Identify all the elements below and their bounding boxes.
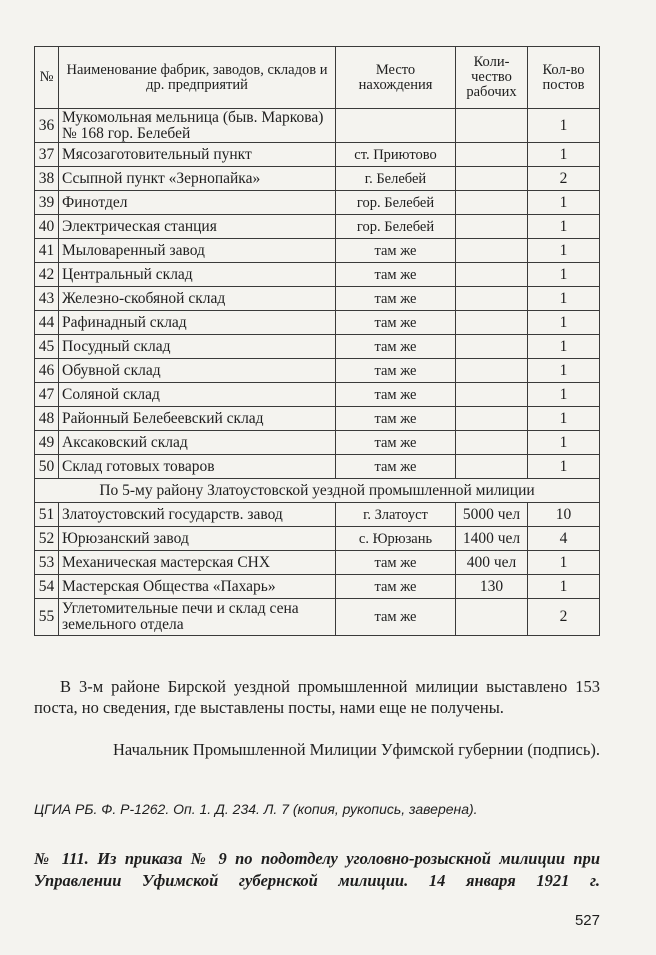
table-row — [35, 263, 600, 287]
row-name: Районный Белебеевский склад — [59, 407, 336, 431]
row-location: с. Юрюзань — [336, 527, 456, 551]
table-row — [35, 143, 600, 167]
row-number: 44 — [35, 311, 59, 335]
row-location: там же — [336, 407, 456, 431]
row-location: г. Белебей — [336, 167, 456, 191]
table-body-b — [35, 503, 600, 636]
row-number: 46 — [35, 359, 59, 383]
row-name: Центральный склад — [59, 263, 336, 287]
table-body-a — [35, 109, 600, 479]
row-workers — [456, 263, 528, 287]
row-name: Мукомольная мельница (быв. Маркова) № 168 гор. Белебей — [59, 109, 336, 143]
row-name: Соляной склад — [59, 383, 336, 407]
table-row — [35, 575, 600, 599]
row-posts: 2 — [528, 599, 600, 636]
header-name: Наименование фабрик, заводов, складов и др. предприятий — [59, 47, 336, 109]
row-workers: 400 чел — [456, 551, 528, 575]
row-location: там же — [336, 551, 456, 575]
row-location: там же — [336, 455, 456, 479]
row-workers — [456, 191, 528, 215]
row-location: там же — [336, 383, 456, 407]
table-row — [35, 191, 600, 215]
row-posts: 1 — [528, 431, 600, 455]
row-location: гор. Белебей — [336, 215, 456, 239]
row-name: Ссыпной пункт «Зернопайка» — [59, 167, 336, 191]
row-posts: 1 — [528, 455, 600, 479]
row-posts: 1 — [528, 287, 600, 311]
row-number: 54 — [35, 575, 59, 599]
row-name: Аксаковский склад — [59, 431, 336, 455]
row-workers — [456, 167, 528, 191]
row-number: 49 — [35, 431, 59, 455]
row-location: там же — [336, 239, 456, 263]
row-number: 48 — [35, 407, 59, 431]
table-row — [35, 551, 600, 575]
row-workers — [456, 431, 528, 455]
row-name: Механическая мастерская СНХ — [59, 551, 336, 575]
row-posts: 1 — [528, 359, 600, 383]
table-row — [35, 109, 600, 143]
row-posts: 1 — [528, 311, 600, 335]
table-row — [35, 599, 600, 636]
table-row — [35, 455, 600, 479]
row-workers — [456, 143, 528, 167]
table-row — [35, 359, 600, 383]
row-workers — [456, 311, 528, 335]
row-name: Склад готовых товаров — [59, 455, 336, 479]
table-row — [35, 407, 600, 431]
header-num: № — [35, 47, 59, 109]
row-workers — [456, 383, 528, 407]
row-name: Мыловаренный завод — [59, 239, 336, 263]
row-name: Железно-скобяной склад — [59, 287, 336, 311]
row-workers: 5000 чел — [456, 503, 528, 527]
row-posts: 1 — [528, 143, 600, 167]
table-row — [35, 311, 600, 335]
row-location: там же — [336, 599, 456, 636]
row-number: 43 — [35, 287, 59, 311]
row-workers: 1400 чел — [456, 527, 528, 551]
row-workers — [456, 455, 528, 479]
row-workers — [456, 215, 528, 239]
row-workers — [456, 599, 528, 636]
archive-reference: ЦГИА РБ. Ф. Р-1262. Оп. 1. Д. 234. Л. 7 (копия, рукопись, заверена). — [34, 801, 478, 817]
section-row — [35, 479, 600, 503]
row-number: 47 — [35, 383, 59, 407]
row-posts: 1 — [528, 239, 600, 263]
row-number: 52 — [35, 527, 59, 551]
row-workers — [456, 407, 528, 431]
document-heading: № 111. Из приказа № 9 по подотделу уголовно-розыскной милиции при Управлении Уфимской губернской милиции. 14 января 1921 г. — [34, 849, 600, 890]
row-location: г. Златоуст — [336, 503, 456, 527]
row-workers: 130 — [456, 575, 528, 599]
table-row — [35, 431, 600, 455]
row-number: 55 — [35, 599, 59, 636]
row-name: Мясозаготовительный пункт — [59, 143, 336, 167]
row-number: 37 — [35, 143, 59, 167]
row-name: Обувной склад — [59, 359, 336, 383]
table-row — [35, 215, 600, 239]
row-posts: 1 — [528, 575, 600, 599]
row-name: Посудный склад — [59, 335, 336, 359]
row-location: там же — [336, 311, 456, 335]
table-row — [35, 335, 600, 359]
row-name: Финотдел — [59, 191, 336, 215]
page-number: 527 — [574, 912, 600, 929]
row-number: 36 — [35, 109, 59, 143]
row-number: 50 — [35, 455, 59, 479]
paragraph-signature: Начальник Промышленной Милиции Уфимской губернии (подпись). — [113, 740, 600, 759]
row-location: там же — [336, 287, 456, 311]
row-posts: 1 — [528, 191, 600, 215]
row-name: Углетомительные печи и склад сена земельного отдела — [59, 599, 336, 636]
row-workers — [456, 359, 528, 383]
row-posts: 1 — [528, 109, 600, 143]
row-location: там же — [336, 359, 456, 383]
row-workers — [456, 335, 528, 359]
row-name: Юрюзанский завод — [59, 527, 336, 551]
row-posts: 1 — [528, 215, 600, 239]
row-posts: 1 — [528, 407, 600, 431]
row-posts: 1 — [528, 335, 600, 359]
table-row — [35, 527, 600, 551]
row-posts: 1 — [528, 263, 600, 287]
row-location: там же — [336, 575, 456, 599]
enterprises-table — [34, 46, 600, 636]
row-location: там же — [336, 263, 456, 287]
header-location: Место нахождения — [336, 47, 456, 109]
row-number: 40 — [35, 215, 59, 239]
table-section — [35, 479, 600, 503]
row-location: гор. Белебей — [336, 191, 456, 215]
row-number: 42 — [35, 263, 59, 287]
row-name: Златоустовский государств. завод — [59, 503, 336, 527]
table-row — [35, 167, 600, 191]
row-posts: 10 — [528, 503, 600, 527]
row-posts: 1 — [528, 551, 600, 575]
table-row — [35, 383, 600, 407]
row-workers — [456, 287, 528, 311]
header-posts: Кол-во постов — [528, 47, 600, 109]
row-number: 53 — [35, 551, 59, 575]
row-number: 51 — [35, 503, 59, 527]
row-workers — [456, 109, 528, 143]
row-location — [336, 109, 456, 143]
row-number: 38 — [35, 167, 59, 191]
row-workers — [456, 239, 528, 263]
row-name: Мастерская Общества «Пахарь» — [59, 575, 336, 599]
table-row — [35, 503, 600, 527]
header-workers: Коли-чество рабочих — [456, 47, 528, 109]
section-title: По 5-му району Златоустовской уездной промышленной милиции — [35, 479, 600, 503]
row-number: 45 — [35, 335, 59, 359]
row-posts: 1 — [528, 383, 600, 407]
row-location: там же — [336, 431, 456, 455]
row-number: 41 — [35, 239, 59, 263]
row-location: ст. Приютово — [336, 143, 456, 167]
row-posts: 2 — [528, 167, 600, 191]
row-name: Электрическая станция — [59, 215, 336, 239]
table-row — [35, 239, 600, 263]
row-name: Рафинадный склад — [59, 311, 336, 335]
table-row — [35, 287, 600, 311]
table-header-row — [35, 47, 600, 109]
row-location: там же — [336, 335, 456, 359]
paragraph-birsk: В 3-м районе Бирской уездной промышленной милиции выставлено 153 поста, но сведения, где выставлены посты, нами еще не получены. — [34, 677, 600, 717]
row-posts: 4 — [528, 527, 600, 551]
row-number: 39 — [35, 191, 59, 215]
